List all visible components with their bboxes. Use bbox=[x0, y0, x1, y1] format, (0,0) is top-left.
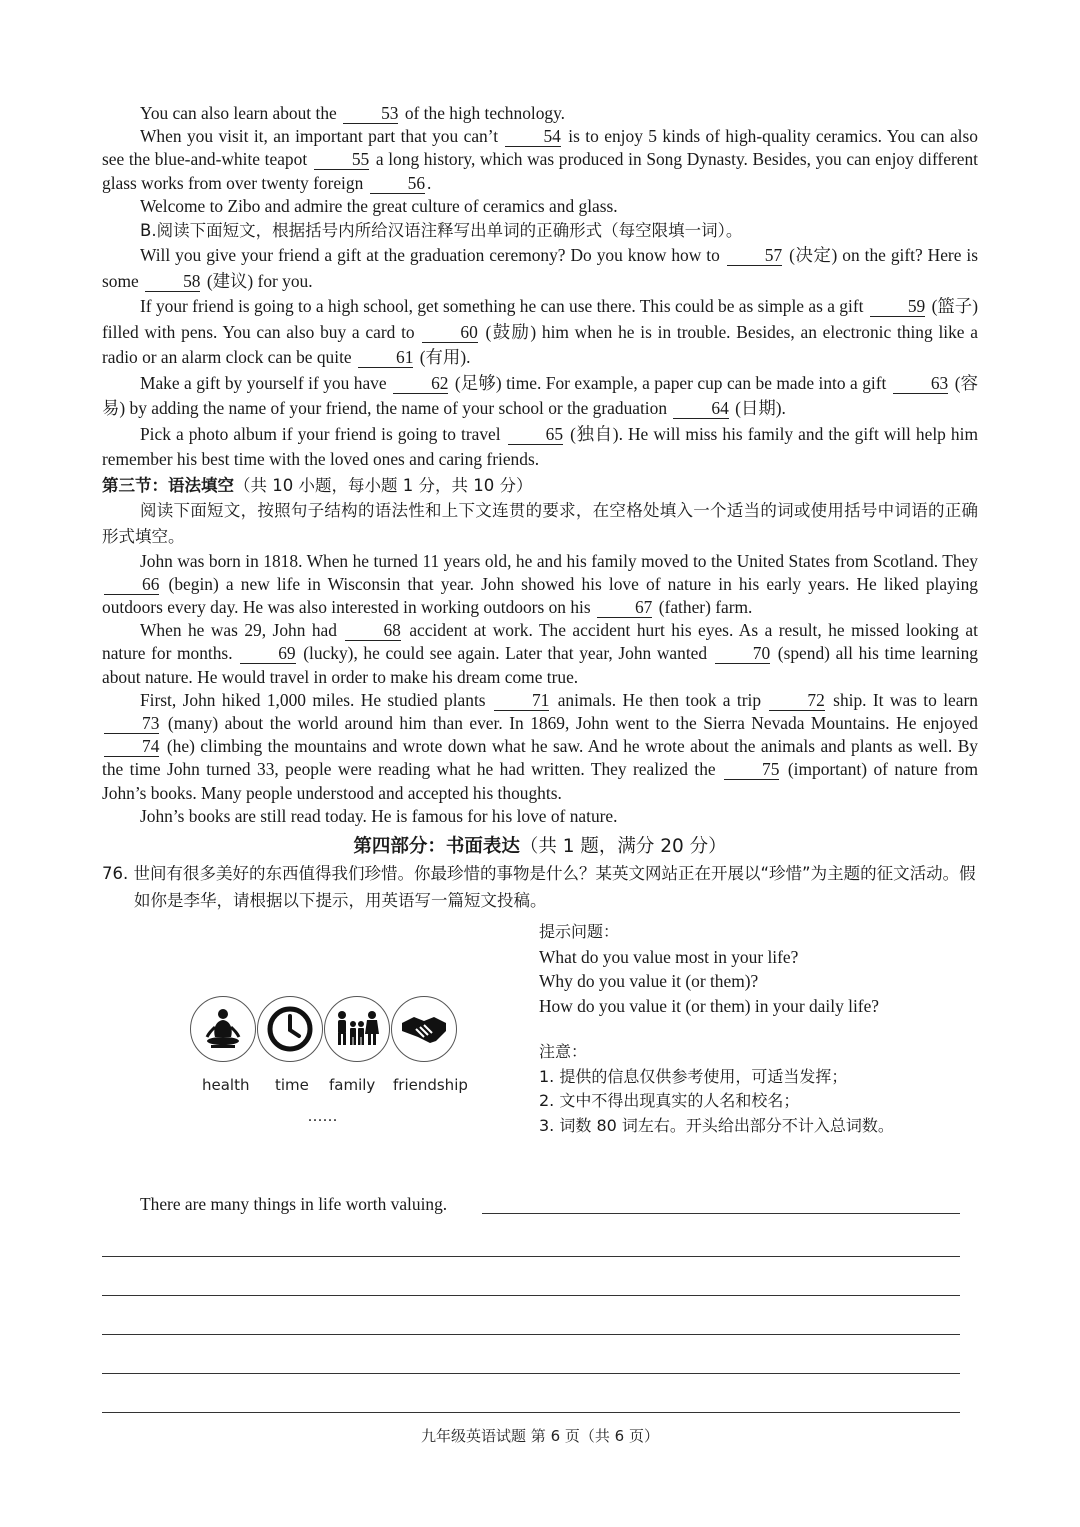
blank-57[interactable]: 57 bbox=[727, 246, 782, 266]
blank-53[interactable]: 53 bbox=[343, 104, 398, 124]
meditation-icon bbox=[190, 996, 256, 1062]
blank-68[interactable]: 68 bbox=[345, 621, 400, 641]
exam-page bbox=[102, 102, 978, 914]
page-footer: 九年级英语试题 第 6 页（共 6 页） bbox=[421, 1427, 659, 1445]
passage-b-para-1: Will you give your friend a gift at the graduation ceremony? Do you know how to 57 (决定) on the gift? Here is some 58 (建议) for you. bbox=[102, 245, 978, 291]
label-health: health bbox=[202, 1076, 250, 1094]
blank-70[interactable]: 70 bbox=[715, 644, 770, 664]
section-3-heading: 第三节：语法填空（共 10 小题，每小题 1 分，共 10 分） bbox=[102, 475, 533, 495]
passage-a-para-3: Welcome to Zibo and admire the great culture of ceramics and glass. bbox=[140, 195, 618, 216]
blank-58[interactable]: 58 bbox=[145, 272, 200, 292]
passage-b-para-3: Make a gift by yourself if you have 62 (足够) time. For example, a paper cup can be made into a gift 63 (容易) by adding the name of your friend, the name of your school or the graduation 64 (日期). bbox=[102, 372, 978, 419]
passage-3-para-4: John’s books are still read today. He is famous for his love of nature. bbox=[140, 805, 618, 826]
blank-67[interactable]: 67 bbox=[597, 598, 652, 618]
passage-3-para-2: When he was 29, John had 68 accident at work. The accident hurt his eyes. As a result, he missed looking at nature for months. 69 (lucky), he could see again. Later that year, John wanted 70 (spend) all his time learning about nature. He would travel in order to make his dream come true. bbox=[102, 620, 979, 687]
note-2: 2. 文中不得出现真实的人名和校名； bbox=[539, 1091, 800, 1110]
passage-3-para-1: John was born in 1818. When he turned 11 years old, he and his family moved to the United States from Scotland. They 66 (begin) a new life in Wisconsin that year. John showed his love of nature in his early years. He liked playing outdoors every day. He was also interested in working outdoors on his 67 (father) farm. bbox=[102, 550, 978, 617]
passage-b-para-2: If your friend is going to a high school, get something he can use there. This could be as simple as a gift 59 (篮子) filled with pens. You can also buy a card to 60 (鼓励) him when he is in trouble. Besides, an electronic thing like a radio or an alarm clock can be quite 61 (有用). bbox=[102, 296, 978, 368]
blank-72[interactable]: 72 bbox=[769, 691, 824, 711]
blank-73[interactable]: 73 bbox=[104, 714, 159, 734]
label-time: time bbox=[275, 1076, 309, 1094]
note-3: 3. 词数 80 词左右。开头给出部分不计入总词数。 bbox=[539, 1115, 894, 1135]
section-b-instruction: B.阅读下面短文，根据括号内所给汉语注释写出单词的正确形式（每空限填一词）。 bbox=[140, 221, 743, 241]
section-3-instruction: 阅读下面短文，按照句子结构的语法性和上下文连贯的要求，在空格处填入一个适当的词或使用括号中词语的正确形式填空。 bbox=[102, 500, 978, 546]
answer-line-5[interactable] bbox=[102, 1374, 960, 1413]
answer-line-3[interactable] bbox=[102, 1296, 960, 1335]
blank-59[interactable]: 59 bbox=[870, 297, 925, 317]
hint-box bbox=[539, 920, 979, 1138]
writing-prompt-area bbox=[102, 920, 978, 1160]
hint-title: 提示问题： bbox=[539, 922, 620, 941]
blank-63[interactable]: 63 bbox=[893, 374, 948, 394]
more-ellipsis: ...... bbox=[308, 1108, 338, 1125]
blank-56[interactable]: 56 bbox=[370, 174, 425, 194]
label-friendship: friendship bbox=[393, 1076, 468, 1094]
passage-a-para-2: When you visit it, an important part that you can’t 54 is to enjoy 5 kinds of high-quality ceramics. You can also see the blue-and-white teapot 55 a long history, which was produced in Song Dynasty. Besides, you can enjoy different glass works from over twenty foreign 56 . bbox=[102, 126, 978, 193]
blank-55[interactable]: 55 bbox=[314, 150, 369, 170]
blank-71[interactable]: 71 bbox=[494, 691, 549, 711]
hint-question-1: What do you value most in your life? bbox=[539, 946, 799, 967]
blank-64[interactable]: 64 bbox=[673, 399, 728, 419]
blank-61[interactable]: 61 bbox=[358, 348, 413, 368]
passage-3-para-3: First, John hiked 1,000 miles. He studied plants 71 animals. He then took a trip 72 ship. It was to learn 73 (many) about the world around him than ever. In 1869, John went to the Sierra Nevada Mountains. He enjoyed 74 (he) climbing the mountains and wrote down what he saw. And he wrote about the animals and plants as well. By the time John turned 33, people were reading what he had written. They realized the 75 (important) of nature from John’s books. Many people understood and accepted his thoughts. bbox=[102, 689, 978, 803]
writing-lead-sentence: There are many things in life worth valuing. bbox=[140, 1194, 448, 1214]
blank-65[interactable]: 65 bbox=[508, 425, 563, 445]
passage-b-para-4: Pick a photo album if your friend is going to travel 65 (独自). He will miss his family and the gift will help him remember his best time with the loved ones and caring friends. bbox=[102, 423, 978, 470]
value-icons bbox=[190, 996, 470, 1156]
passage-a-line-1: You can also learn about the 53 of the high technology. bbox=[140, 103, 566, 123]
part-4-title: 第四部分：书面表达（共 1 题，满分 20 分） bbox=[353, 835, 727, 857]
note-title: 注意： bbox=[539, 1042, 588, 1061]
question-76-prompt: 76. 世间有很多美好的东西值得我们珍惜。你最珍惜的事物是什么？某英文网站正在开展以“珍惜”为主题的征文活动。假如你是李华，请根据以下提示，用英语写一篇短文投稿。 bbox=[102, 863, 976, 910]
answer-start-line bbox=[102, 1194, 960, 1218]
blank-74[interactable]: 74 bbox=[104, 737, 159, 757]
blank-69[interactable]: 69 bbox=[240, 644, 295, 664]
hint-question-2: Why do you value it (or them)? bbox=[539, 971, 759, 991]
answer-line-2[interactable] bbox=[102, 1257, 960, 1296]
blank-62[interactable]: 62 bbox=[393, 374, 448, 394]
answer-line-0[interactable] bbox=[482, 1213, 960, 1214]
answer-line-4[interactable] bbox=[102, 1335, 960, 1374]
blank-60[interactable]: 60 bbox=[422, 323, 477, 343]
blank-54[interactable]: 54 bbox=[505, 127, 560, 147]
blank-75[interactable]: 75 bbox=[724, 760, 779, 780]
answer-line-1[interactable] bbox=[102, 1218, 960, 1257]
note-1: 1. 提供的信息仅供参考使用，可适当发挥； bbox=[539, 1066, 848, 1086]
handshake-icon bbox=[391, 996, 457, 1062]
answer-lines bbox=[102, 1194, 960, 1413]
label-family: family bbox=[329, 1076, 376, 1094]
clock-icon bbox=[257, 996, 323, 1062]
family-icon bbox=[324, 996, 390, 1062]
hint-question-3: How do you value it (or them) in your daily life? bbox=[539, 995, 880, 1016]
blank-66[interactable]: 66 bbox=[104, 575, 159, 595]
